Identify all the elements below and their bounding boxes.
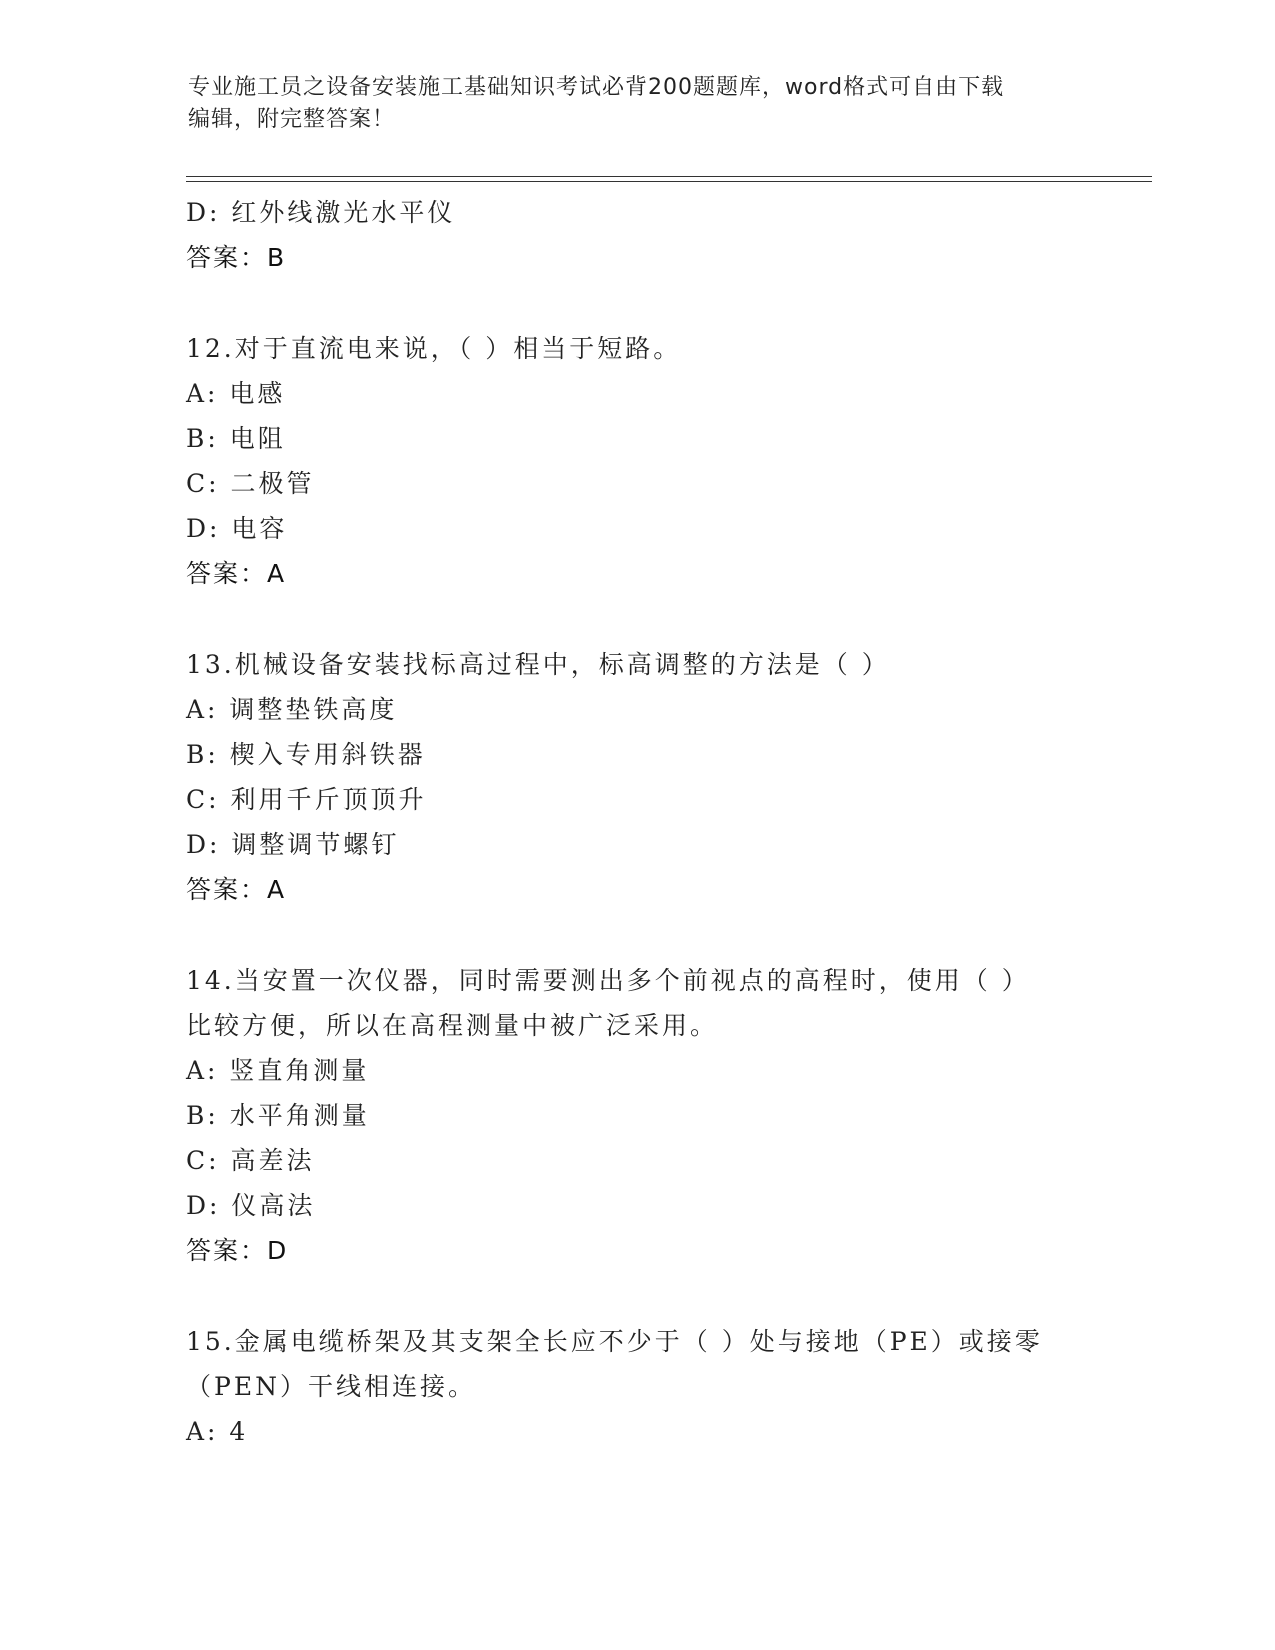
option-b: B: 水平角测量 (186, 1101, 370, 1130)
option-a: A: 4 (186, 1417, 249, 1446)
spacer (186, 1274, 1086, 1319)
question-stem-line-2: 比较方便，所以在高程测量中被广泛采用。 (186, 1011, 719, 1040)
option-d: D: 电容 (186, 514, 288, 543)
header-line-1: 专业施工员之设备安装施工基础知识考试必背200题题库，word格式可自由下载 (188, 75, 1005, 100)
option-a: A: 竖直角测量 (186, 1056, 370, 1085)
question-13 (186, 642, 1086, 913)
answer-line: 答案：A (186, 559, 287, 588)
answer-line: 答案：D (186, 1236, 289, 1265)
option-c: C: 二极管 (186, 469, 315, 498)
option-c: C: 利用千斤顶顶升 (186, 785, 427, 814)
spacer (186, 281, 1086, 326)
option-c: C: 高差法 (186, 1146, 315, 1175)
option-a: A: 电感 (186, 379, 286, 408)
answer-line: 答案：A (186, 875, 287, 904)
question-stem-line-1: 15.金属电缆桥架及其支架全长应不少于（ ）处与接地（PE）或接零 (186, 1327, 1043, 1356)
option-a: A: 调整垫铁高度 (186, 695, 398, 724)
option-b: B: 楔入专用斜铁器 (186, 740, 426, 769)
option-d: D: 红外线激光水平仪 (186, 198, 456, 227)
spacer (186, 913, 1086, 958)
question-stem: 12.对于直流电来说，（ ）相当于短路。 (186, 334, 682, 363)
header-rule-bottom (186, 181, 1152, 182)
question-15 (186, 1319, 1086, 1454)
question-stem: 13.机械设备安装找标高过程中，标高调整的方法是（ ） (186, 650, 890, 679)
header-line-2: 编辑，附完整答案！ (188, 107, 396, 132)
answer-line: 答案：B (186, 243, 287, 272)
spacer (186, 597, 1086, 642)
header-rule-top (186, 176, 1152, 177)
question-stem-line-2: （PEN）干线相连接。 (186, 1372, 476, 1401)
question-12 (186, 326, 1086, 597)
document-body (186, 190, 1086, 1454)
option-d: D: 调整调节螺钉 (186, 830, 400, 859)
document-header (188, 72, 1068, 136)
question-stem-line-1: 14.当安置一次仪器，同时需要测出多个前视点的高程时，使用（ ） (186, 966, 1030, 995)
question-14 (186, 958, 1086, 1274)
option-d: D: 仪高法 (186, 1191, 316, 1220)
option-b: B: 电阻 (186, 424, 286, 453)
